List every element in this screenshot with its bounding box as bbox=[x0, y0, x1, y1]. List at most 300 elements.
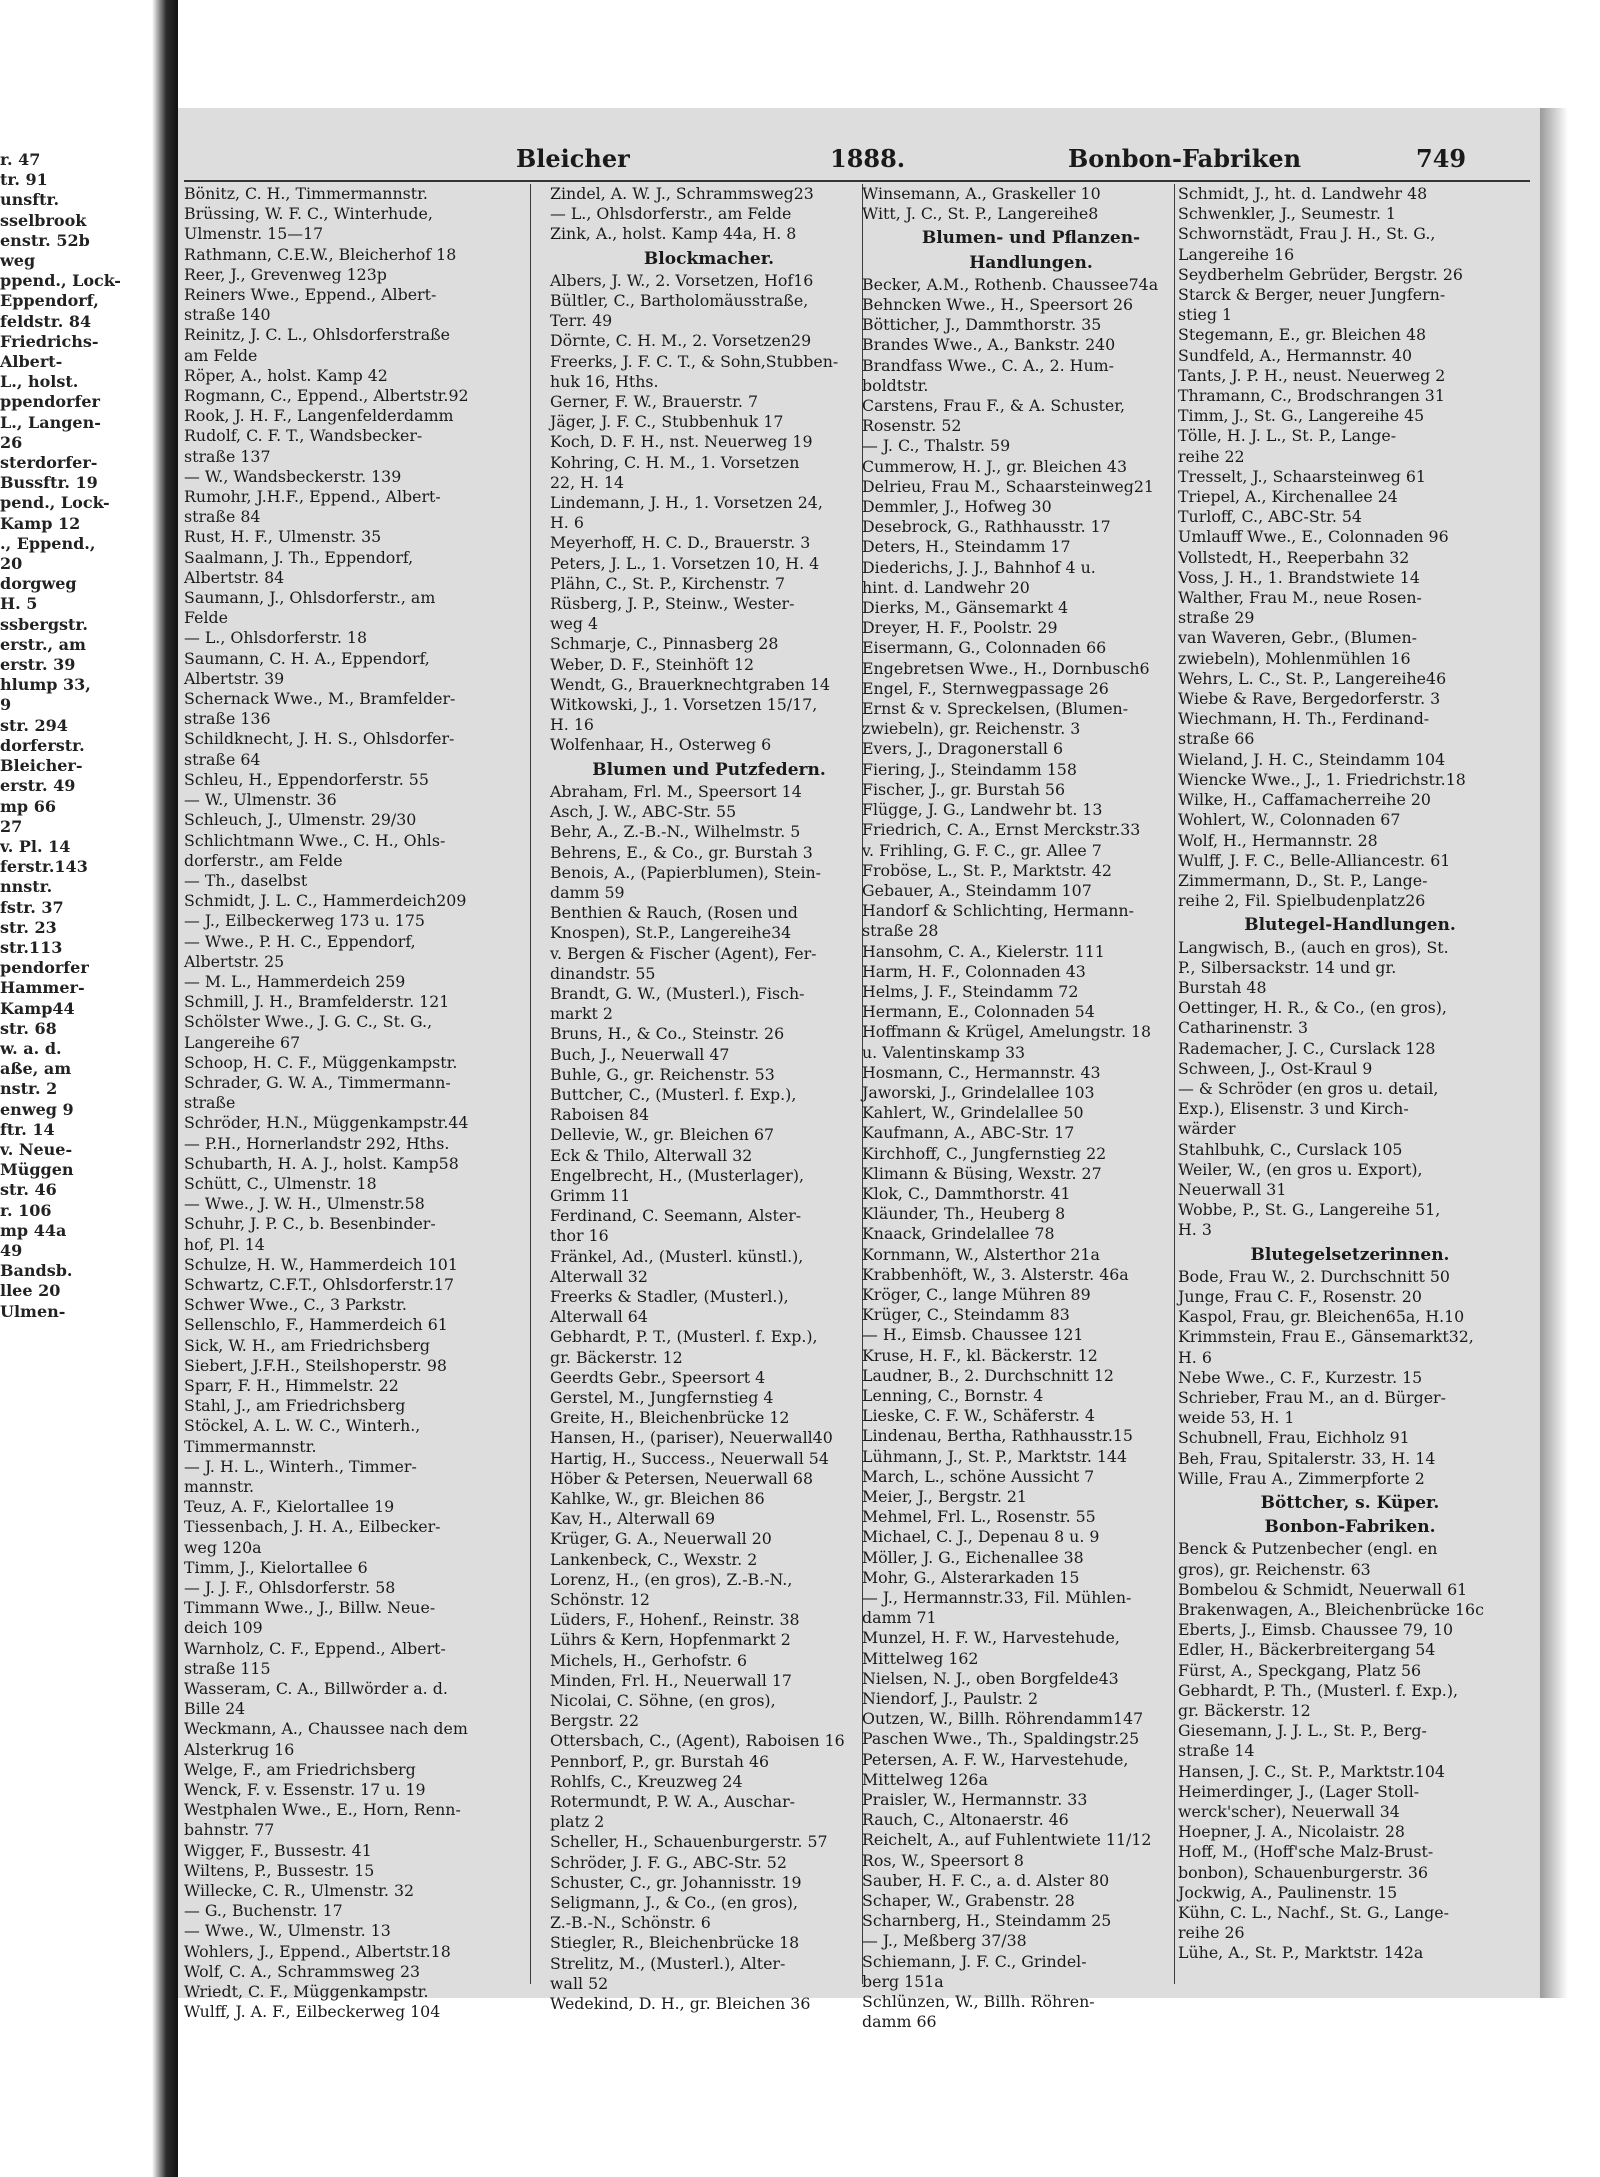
page-number: 749 bbox=[1416, 144, 1467, 173]
directory-entry: Wasseram, C. A., Billwörder a. d. bbox=[184, 1679, 448, 1699]
directory-entry: Wigger, F., Bussestr. 41 bbox=[184, 1840, 372, 1860]
directory-entry: Tiessenbach, J. H. A., Eilbecker- bbox=[184, 1517, 441, 1537]
directory-entry: — J. H. L., Winterh., Timmer- bbox=[184, 1456, 417, 1476]
directory-entry: Kav, H., Alterwall 69 bbox=[550, 1509, 716, 1529]
fragment-line: aße, am bbox=[0, 1059, 72, 1079]
directory-entry: Schildknecht, J. H. S., Ohlsdorfer- bbox=[184, 729, 455, 749]
directory-entry: Wohlert, W., Colonnaden 67 bbox=[1178, 810, 1401, 830]
directory-entry: Timmermannstr. bbox=[184, 1436, 317, 1456]
directory-entry: reihe 26 bbox=[1178, 1923, 1245, 1943]
directory-entry: Vollstedt, H., Reeperbahn 32 bbox=[1178, 547, 1410, 567]
directory-entry: Kohring, C. H. M., 1. Vorsetzen bbox=[550, 452, 800, 472]
directory-entry: Bruns, H., & Co., Steinstr. 26 bbox=[550, 1024, 785, 1044]
directory-entry: Freerks & Stadler, (Musterl.), bbox=[550, 1286, 789, 1306]
directory-entry: Z.-B.-N., Schönstr. 6 bbox=[550, 1913, 711, 1933]
header-left-keyword: Bleicher bbox=[516, 144, 630, 173]
directory-entry: Kaufmann, A., ABC-Str. 17 bbox=[862, 1123, 1075, 1143]
directory-entry: Schleuch, J., Ulmenstr. 29/30 bbox=[184, 810, 417, 830]
directory-entry: Langereihe 67 bbox=[184, 1032, 301, 1052]
directory-entry: Wiltens, P., Bussestr. 15 bbox=[184, 1860, 375, 1880]
fragment-line: llee 20 bbox=[0, 1281, 61, 1301]
directory-entry: Outzen, W., Billh. Röhrendamm147 bbox=[862, 1709, 1144, 1729]
fragment-line: dorgweg bbox=[0, 574, 77, 594]
directory-entry: Kläunder, Th., Heuberg 8 bbox=[862, 1204, 1066, 1224]
directory-entry: Schuster, C., gr. Johannisstr. 19 bbox=[550, 1872, 802, 1892]
directory-entry: Kahlke, W., gr. Bleichen 86 bbox=[550, 1489, 765, 1508]
directory-entry: Kaspol, Frau, gr. Bleichen65a, H.10 bbox=[1178, 1307, 1465, 1327]
fragment-line: pendorfer bbox=[0, 958, 89, 978]
fragment-line: erstr., am bbox=[0, 634, 86, 654]
directory-entry: Wiebe & Rave, Bergedorferstr. 3 bbox=[1178, 689, 1441, 709]
section-heading: Blockmacher. bbox=[643, 248, 775, 269]
directory-entry: Brandes Wwe., A., Bankstr. 240 bbox=[862, 335, 1116, 355]
fragment-line: r. 47 bbox=[0, 150, 41, 169]
directory-entry: Zink, A., holst. Kamp 44a, H. 8 bbox=[550, 224, 797, 244]
directory-entry: Reer, J., Grevenweg 123p bbox=[184, 264, 387, 284]
directory-entry: Ferdinand, C. Seemann, Alster- bbox=[550, 1206, 802, 1226]
directory-entry: markt 2 bbox=[550, 1004, 613, 1024]
fragment-line: mp 66 bbox=[0, 796, 56, 816]
directory-entry: Gebauer, A., Steindamm 107 bbox=[862, 880, 1092, 900]
directory-entry: Fischer, J., gr. Burstah 56 bbox=[862, 779, 1065, 799]
directory-entry: Ulmenstr. 15—17 bbox=[184, 224, 324, 244]
directory-entry: Schlichtmann Wwe., C. H., Ohls- bbox=[184, 830, 446, 850]
directory-entry: Reinitz, J. C. L., Ohlsdorferstraße bbox=[184, 325, 451, 345]
directory-entry: Deters, H., Steindamm 17 bbox=[862, 537, 1071, 557]
directory-entry: H. 16 bbox=[550, 715, 594, 735]
directory-entry: 22, H. 14 bbox=[550, 472, 625, 492]
fragment-line: 27 bbox=[0, 816, 23, 836]
directory-entry: hof, Pl. 14 bbox=[184, 1234, 265, 1254]
directory-entry: Sparr, F. H., Himmelstr. 22 bbox=[184, 1375, 399, 1395]
directory-entry: Pennborf, P., gr. Burstah 46 bbox=[550, 1751, 770, 1771]
directory-entry: damm 66 bbox=[862, 2012, 937, 2032]
directory-entry: Sundfeld, A., Hermannstr. 40 bbox=[1178, 345, 1412, 365]
directory-entry: Jockwig, A., Paulinenstr. 15 bbox=[1178, 1882, 1398, 1902]
section-heading: Blumen und Putzfedern. bbox=[592, 759, 826, 780]
directory-entry: Saalmann, J. Th., Eppendorf, bbox=[184, 547, 414, 567]
directory-entry: Reiners Wwe., Eppend., Albert- bbox=[184, 285, 437, 305]
directory-entry: Eck & Thilo, Alterwall 32 bbox=[550, 1145, 753, 1165]
directory-entry: Benois, A., (Papierblumen), Stein- bbox=[550, 862, 822, 882]
directory-entry: Scheller, H., Schauenburgerstr. 57 bbox=[550, 1832, 828, 1852]
left-page-fragment bbox=[0, 150, 160, 1950]
directory-entry: u. Valentinskamp 33 bbox=[862, 1042, 1026, 1062]
directory-entry: Neuerwall 31 bbox=[1178, 1179, 1287, 1199]
directory-entry: Winsemann, A., Graskeller 10 bbox=[862, 184, 1101, 203]
fragment-line: 9 bbox=[0, 695, 12, 715]
directory-entry: Engebretsen Wwe., H., Dornbusch6 bbox=[862, 658, 1150, 678]
directory-entry: Sellenschlo, F., Hammerdeich 61 bbox=[184, 1315, 448, 1335]
directory-entry: Schmidt, J., ht. d. Landwehr 48 bbox=[1178, 184, 1428, 203]
directory-entry: Schmidt, J. L. C., Hammerdeich209 bbox=[184, 891, 467, 911]
directory-entry: — J., Eilbeckerweg 173 u. 175 bbox=[184, 911, 425, 931]
header-rule bbox=[184, 180, 1530, 182]
directory-entry: gros), gr. Reichenstr. 63 bbox=[1178, 1559, 1371, 1579]
directory-entry: Zindel, A. W. J., Schrammsweg23 bbox=[550, 184, 814, 203]
directory-entry: — J., Meßberg 37/38 bbox=[862, 1931, 1027, 1951]
directory-entry: Teuz, A. F., Kielortallee 19 bbox=[184, 1497, 395, 1517]
directory-entry: Buch, J., Neuerwall 47 bbox=[550, 1044, 730, 1064]
directory-entry: Schröder, J. F. G., ABC-Str. 52 bbox=[550, 1852, 787, 1872]
directory-entry: Brakenwagen, A., Bleichenbrücke 16c bbox=[1178, 1600, 1484, 1620]
directory-entry: Schaper, W., Grabenstr. 28 bbox=[862, 1891, 1075, 1911]
directory-entry: Brandt, G. W., (Musterl.), Fisch- bbox=[550, 983, 805, 1003]
directory-entry: Reichelt, A., auf Fuhlentwiete 11/12 bbox=[862, 1830, 1152, 1850]
directory-entry: Schlünzen, W., Billh. Röhren- bbox=[862, 1992, 1095, 2012]
directory-entry: Brandfass Wwe., C. A., 2. Hum- bbox=[862, 355, 1114, 375]
directory-entry: March, L., schöne Aussicht 7 bbox=[862, 1466, 1095, 1486]
directory-entry: H. 6 bbox=[550, 513, 584, 533]
directory-entry: — M. L., Hammerdeich 259 bbox=[184, 971, 406, 991]
column-4 bbox=[1178, 184, 1522, 1984]
fragment-line: erstr. 49 bbox=[0, 776, 76, 796]
fragment-line: Albert- bbox=[0, 352, 63, 372]
directory-entry: — J. C., Thalstr. 59 bbox=[862, 436, 1011, 456]
directory-entry: Cummerow, H. J., gr. Bleichen 43 bbox=[862, 456, 1128, 476]
directory-entry: Fränkel, Ad., (Musterl. künstl.), bbox=[550, 1246, 804, 1266]
column-3 bbox=[862, 184, 1200, 2032]
directory-entry: Mittelweg 162 bbox=[862, 1648, 979, 1668]
directory-entry: thor 16 bbox=[550, 1226, 609, 1246]
directory-entry: — P.H., Hornerlandstr 292, Hths. bbox=[184, 1133, 450, 1153]
directory-entry: straße 84 bbox=[184, 507, 261, 527]
directory-entry: Rosenstr. 52 bbox=[862, 416, 962, 436]
directory-entry: Schween, J., Ost-Kraul 9 bbox=[1178, 1058, 1373, 1078]
column-1 bbox=[184, 184, 514, 2022]
directory-entry: Sauber, H. F. C., a. d. Alster 80 bbox=[862, 1870, 1110, 1890]
directory-entry: Burstah 48 bbox=[1178, 977, 1267, 997]
directory-entry: Umlauff Wwe., E., Colonnaden 96 bbox=[1178, 527, 1449, 547]
fragment-line: Eppendorf, bbox=[0, 291, 99, 311]
fragment-line: sselbrook bbox=[0, 210, 87, 230]
directory-entry: weg 120a bbox=[184, 1537, 262, 1557]
directory-entry: Rüsberg, J. P., Steinw., Wester- bbox=[550, 594, 795, 614]
directory-entry: Weckmann, A., Chaussee nach dem bbox=[184, 1719, 468, 1739]
directory-entry: — L., Ohlsdorferstr., am Felde bbox=[550, 204, 792, 224]
directory-page bbox=[178, 108, 1540, 2032]
directory-entry: Klok, C., Dammthorstr. 41 bbox=[862, 1183, 1071, 1203]
directory-entry: Jaworski, J., Grindelallee 103 bbox=[862, 1082, 1095, 1102]
directory-entry: Bode, Frau W., 2. Durchschnitt 50 bbox=[1178, 1266, 1450, 1286]
directory-entry: straße 28 bbox=[862, 921, 939, 941]
directory-entry: Schuhr, J. P. C., b. Besenbinder- bbox=[184, 1214, 436, 1234]
fragment-line: v. Neue- bbox=[0, 1139, 73, 1159]
directory-entry: Knaack, Grindelallee 78 bbox=[862, 1224, 1055, 1244]
directory-entry: Krüger, C., Steindamm 83 bbox=[862, 1305, 1070, 1325]
directory-entry: dinandstr. 55 bbox=[550, 963, 656, 983]
directory-entry: Gebhardt, P. Th., (Musterl. f. Exp.), bbox=[1178, 1680, 1459, 1700]
directory-entry: Buttcher, C., (Musterl. f. Exp.), bbox=[550, 1084, 797, 1104]
directory-entry: Behncken Wwe., H., Speersort 26 bbox=[862, 295, 1134, 315]
directory-entry: Röper, A., holst. Kamp 42 bbox=[184, 365, 388, 385]
directory-entry: Beh, Frau, Spitalerstr. 33, H. 14 bbox=[1178, 1448, 1436, 1468]
directory-entry: straße 140 bbox=[184, 305, 271, 325]
directory-entry: Schölster Wwe., J. G. C., St. G., bbox=[184, 1012, 433, 1032]
directory-entry: Rademacher, J. C., Curslack 128 bbox=[1178, 1038, 1436, 1058]
directory-entry: Bültler, C., Bartholomäusstraße, bbox=[550, 291, 809, 311]
directory-entry: — Wwe., P. H. C., Eppendorf, bbox=[184, 931, 416, 951]
directory-entry: — & Schröder (en gros u. detail, bbox=[1178, 1078, 1439, 1098]
directory-entry: Schernack Wwe., M., Bramfelder- bbox=[184, 689, 456, 709]
directory-entry: Möller, J. G., Eichenallee 38 bbox=[862, 1547, 1084, 1567]
fragment-line: dorferstr. bbox=[0, 735, 85, 755]
directory-entry: Hansohm, C. A., Kielerstr. 111 bbox=[862, 941, 1105, 961]
fragment-line: Bleicher- bbox=[0, 756, 83, 776]
directory-entry: Evers, J., Dragonerstall 6 bbox=[862, 739, 1064, 759]
directory-entry: Wenck, F. v. Essenstr. 17 u. 19 bbox=[184, 1780, 426, 1800]
fragment-line: 20 bbox=[0, 554, 23, 574]
directory-entry: Schönstr. 12 bbox=[550, 1590, 650, 1610]
directory-entry: Wobbe, P., St. G., Langereihe 51, bbox=[1178, 1200, 1441, 1220]
directory-entry: straße 66 bbox=[1178, 729, 1255, 749]
directory-entry: Triepel, A., Kirchenallee 24 bbox=[1178, 487, 1398, 507]
fragment-line: Bussftr. 19 bbox=[0, 473, 98, 493]
directory-entry: Albers, J. W., 2. Vorsetzen, Hof16 bbox=[550, 270, 814, 290]
directory-entry: Albertstr. 84 bbox=[184, 567, 285, 587]
directory-entry: Bombelou & Schmidt, Neuerwall 61 bbox=[1178, 1579, 1468, 1599]
directory-entry: Voss, J. H., 1. Brandstwiete 14 bbox=[1178, 567, 1420, 587]
directory-entry: Klimann & Büsing, Wexstr. 27 bbox=[862, 1163, 1102, 1183]
directory-entry: Minden, Frl. H., Neuerwall 17 bbox=[550, 1670, 792, 1690]
fragment-line: weg bbox=[0, 251, 36, 271]
directory-entry: reihe 2, Fil. Spielbudenplatz26 bbox=[1178, 891, 1426, 911]
directory-entry: Langwisch, B., (auch en gros), St. bbox=[1178, 937, 1449, 957]
directory-entry: Wulff, J. F. C., Belle-Alliancestr. 61 bbox=[1178, 850, 1451, 870]
directory-entry: weide 53, H. 1 bbox=[1178, 1408, 1295, 1428]
directory-entry: Munzel, H. F. W., Harvestehude, bbox=[862, 1628, 1120, 1648]
directory-entry: Engel, F., Sternwegpassage 26 bbox=[862, 678, 1109, 698]
directory-entry: — G., Buchenstr. 17 bbox=[184, 1901, 343, 1921]
directory-entry: deich 109 bbox=[184, 1618, 263, 1638]
directory-entry: Behr, A., Z.-B.-N., Wilhelmstr. 5 bbox=[550, 822, 801, 842]
directory-entry: Brüssing, W. F. C., Winterhude, bbox=[184, 204, 433, 224]
directory-entry: Timm, J., St. G., Langereihe 45 bbox=[1178, 406, 1425, 426]
directory-entry: Bergstr. 22 bbox=[550, 1711, 640, 1731]
directory-entry: Froböse, L., St. P., Marktstr. 42 bbox=[862, 860, 1112, 880]
fragment-line: 49 bbox=[0, 1240, 23, 1260]
fragment-line: nstr. 2 bbox=[0, 1079, 58, 1099]
directory-entry: damm 71 bbox=[862, 1608, 937, 1628]
directory-entry: Alsterkrug 16 bbox=[184, 1739, 295, 1759]
directory-entry: Nebe Wwe., C. F., Kurzestr. 15 bbox=[1178, 1367, 1423, 1387]
directory-entry: Dierks, M., Gänsemarkt 4 bbox=[862, 598, 1069, 618]
directory-entry: Lühe, A., St. P., Marktstr. 142a bbox=[1178, 1943, 1424, 1963]
directory-entry: Schwer Wwe., C., 3 Parkstr. bbox=[184, 1295, 407, 1315]
directory-entry: hint. d. Landwehr 20 bbox=[862, 577, 1030, 597]
directory-entry: — W., Ulmenstr. 36 bbox=[184, 790, 337, 810]
directory-entry: Lankenbeck, C., Wexstr. 2 bbox=[550, 1549, 758, 1569]
page-header bbox=[178, 144, 1540, 178]
directory-entry: Krimmstein, Frau E., Gänsemarkt32, bbox=[1178, 1327, 1474, 1347]
directory-entry: Flügge, J. G., Landwehr bt. 13 bbox=[862, 800, 1103, 820]
directory-entry: Plähn, C., St. P., Kirchenstr. 7 bbox=[550, 573, 786, 593]
fragment-line: Friedrichs- bbox=[0, 331, 99, 351]
directory-entry: Weiler, W., (en gros u. Export), bbox=[1178, 1159, 1423, 1179]
directory-entry: Heimerdinger, J., (Lager Stoll- bbox=[1178, 1781, 1420, 1801]
directory-entry: — J., Hermannstr.33, Fil. Mühlen- bbox=[862, 1588, 1132, 1608]
directory-entry: straße 137 bbox=[184, 446, 271, 466]
directory-entry: boldtstr. bbox=[862, 375, 929, 395]
directory-entry: — J. J. F., Ohlsdorferstr. 58 bbox=[184, 1578, 396, 1598]
directory-entry: Warnholz, C. F., Eppend., Albert- bbox=[184, 1638, 446, 1658]
directory-entry: Krüger, G. A., Neuerwall 20 bbox=[550, 1529, 772, 1549]
directory-entry: straße bbox=[184, 1093, 236, 1113]
directory-entry: Lieske, C. F. W., Schäferstr. 4 bbox=[862, 1406, 1095, 1426]
fragment-line: mp 44a bbox=[0, 1220, 67, 1240]
fragment-line: r. 106 bbox=[0, 1200, 52, 1220]
directory-entry: Delrieu, Frau M., Schaarsteinweg21 bbox=[862, 476, 1154, 496]
directory-entry: Lühmann, J., St. P., Marktstr. 144 bbox=[862, 1446, 1128, 1466]
directory-entry: Schütt, C., Ulmenstr. 18 bbox=[184, 1173, 377, 1193]
directory-entry: straße 64 bbox=[184, 749, 261, 769]
directory-entry: Dörnte, C. H. M., 2. Vorsetzen29 bbox=[550, 331, 812, 351]
directory-entry: wärder bbox=[1178, 1119, 1236, 1139]
directory-entry: Kornmann, W., Alsterthor 21a bbox=[862, 1244, 1100, 1264]
directory-entry: Krabbenhöft, W., 3. Alsterstr. 46a bbox=[862, 1264, 1129, 1284]
directory-entry: Wolfenhaar, H., Osterweg 6 bbox=[550, 735, 772, 755]
fragment-line: enstr. 52b bbox=[0, 230, 90, 250]
directory-entry: huk 16, Hths. bbox=[550, 371, 659, 391]
directory-entry: Scharnberg, H., Steindamm 25 bbox=[862, 1911, 1112, 1931]
directory-entry: Kühn, C. L., Nachf., St. G., Lange- bbox=[1178, 1903, 1449, 1923]
directory-entry: Stahlbuhk, C., Curslack 105 bbox=[1178, 1139, 1403, 1159]
directory-entry: — L., Ohlsdorferstr. 18 bbox=[184, 628, 367, 648]
directory-entry: — Wwe., W., Ulmenstr. 13 bbox=[184, 1921, 391, 1941]
fragment-line: ftr. 14 bbox=[0, 1119, 55, 1139]
directory-entry: Becker, A.M., Rothenb. Chaussee74a bbox=[862, 274, 1159, 294]
directory-entry: Catharinenstr. 3 bbox=[1178, 1018, 1309, 1038]
fragment-line: sterdorfer- bbox=[0, 453, 98, 473]
directory-entry: straße 115 bbox=[184, 1658, 271, 1678]
fragment-line: ., Eppend., bbox=[0, 533, 96, 553]
directory-entry: Schmarje, C., Pinnasberg 28 bbox=[550, 634, 779, 654]
directory-entry: zwiebeln), gr. Reichenstr. 3 bbox=[862, 719, 1081, 739]
directory-entry: Stegemann, E., gr. Bleichen 48 bbox=[1178, 325, 1427, 345]
fragment-line: str.113 bbox=[0, 937, 63, 957]
directory-entry: Eberts, J., Eimsb. Chaussee 79, 10 bbox=[1178, 1620, 1454, 1640]
directory-entry: berg 151a bbox=[862, 1971, 944, 1991]
directory-entry: Wilke, H., Caffamacherreihe 20 bbox=[1178, 790, 1431, 810]
directory-entry: straße 136 bbox=[184, 709, 271, 729]
directory-entry: Stöckel, A. L. W. C., Winterh., bbox=[184, 1416, 421, 1436]
fragment-line: str. 23 bbox=[0, 917, 57, 937]
directory-entry: Lindenau, Bertha, Rathhausstr.15 bbox=[862, 1426, 1133, 1446]
directory-entry: Schrieber, Frau M., an d. Bürger- bbox=[1178, 1387, 1446, 1407]
directory-entry: — W., Wandsbeckerstr. 139 bbox=[184, 466, 402, 486]
directory-entry: zwiebeln), Mohlenmühlen 16 bbox=[1178, 648, 1411, 668]
directory-entry: Rook, J. H. F., Langenfelderdamm bbox=[184, 406, 454, 426]
directory-entry: Lorenz, H., (en gros), Z.-B.-N., bbox=[550, 1569, 793, 1589]
directory-entry: Schwartz, C.F.T., Ohlsdorferstr.17 bbox=[184, 1274, 454, 1294]
fragment-line: enweg 9 bbox=[0, 1099, 74, 1119]
directory-entry: Wulff, J. A. F., Eilbeckerweg 104 bbox=[184, 2002, 441, 2022]
directory-entry: Jäger, J. F. C., Stubbenhuk 17 bbox=[550, 412, 784, 432]
directory-entry: Schwenkler, J., Seumestr. 1 bbox=[1178, 204, 1396, 224]
directory-entry: Michels, H., Gerhofstr. 6 bbox=[550, 1650, 748, 1670]
directory-entry: Hoffmann & Krügel, Amelungstr. 18 bbox=[862, 1022, 1152, 1042]
directory-entry: Wehrs, L. C., St. P., Langereihe46 bbox=[1178, 668, 1447, 688]
directory-entry: Wriedt, C. F., Müggenkampstr. bbox=[184, 1982, 429, 2002]
directory-entry: weg 4 bbox=[550, 614, 599, 634]
directory-entry: Schwornstädt, Frau J. H., St. G., bbox=[1178, 224, 1436, 244]
fragment-line: Müggen bbox=[0, 1160, 74, 1180]
directory-entry: Geerdts Gebr., Speersort 4 bbox=[550, 1367, 766, 1387]
directory-entry: Michael, C. J., Depenau 8 u. 9 bbox=[862, 1527, 1100, 1547]
header-year: 1888. bbox=[830, 144, 906, 173]
directory-entry: Rumohr, J.H.F., Eppend., Albert- bbox=[184, 487, 441, 507]
directory-entry: Sick, W. H., am Friedrichsberg bbox=[184, 1335, 430, 1355]
directory-entry: Mohr, G., Alsterarkaden 15 bbox=[862, 1567, 1080, 1587]
fragment-line: Kamp 12 bbox=[0, 513, 81, 533]
directory-entry: Alterwall 32 bbox=[550, 1266, 648, 1286]
directory-entry: Westphalen Wwe., E., Horn, Renn- bbox=[184, 1800, 461, 1820]
directory-entry: Tresselt, J., Schaarsteinweg 61 bbox=[1178, 466, 1426, 486]
directory-entry: Nicolai, C. Söhne, (en gros), bbox=[550, 1691, 776, 1711]
directory-entry: Knospen), St.P., Langereihe34 bbox=[550, 923, 792, 943]
directory-entry: Benthien & Rauch, (Rosen und bbox=[550, 903, 798, 923]
directory-entry: van Waveren, Gebr., (Blumen- bbox=[1178, 628, 1418, 648]
fragment-line: ssbergstr. bbox=[0, 614, 88, 634]
directory-entry: Zimmermann, D., St. P., Lange- bbox=[1178, 870, 1428, 890]
directory-entry: Gerner, F. W., Brauerstr. 7 bbox=[550, 392, 758, 412]
fragment-line: fstr. 37 bbox=[0, 897, 64, 917]
directory-entry: Rohlfs, C., Kreuzweg 24 bbox=[550, 1771, 743, 1791]
section-heading: Bonbon-Fabriken. bbox=[1264, 1517, 1436, 1538]
directory-entry: Niendorf, J., Paulstr. 2 bbox=[862, 1689, 1038, 1709]
directory-entry: Felde bbox=[184, 608, 228, 628]
fragment-line: ppend., Lock- bbox=[0, 271, 121, 291]
directory-entry: Wolf, C. A., Schrammsweg 23 bbox=[184, 1961, 421, 1981]
directory-entry: Wiencke Wwe., J., 1. Friedrichstr.18 bbox=[1178, 769, 1466, 789]
directory-entry: Freerks, J. F. C. T., & Sohn,Stubben- bbox=[550, 351, 839, 371]
directory-entry: Stahl, J., am Friedrichsberg bbox=[184, 1396, 406, 1416]
directory-entry: Grimm 11 bbox=[550, 1185, 631, 1205]
directory-entry: Koch, D. F. H., nst. Neuerweg 19 bbox=[550, 432, 813, 452]
fragment-line: erstr. 39 bbox=[0, 655, 76, 675]
directory-entry: Starck & Berger, neuer Jungfern- bbox=[1178, 285, 1446, 305]
directory-entry: Lührs & Kern, Hopfenmarkt 2 bbox=[550, 1630, 791, 1650]
directory-entry: Raboisen 84 bbox=[550, 1105, 650, 1125]
directory-entry: Witt, J. C., St. P., Langereihe8 bbox=[862, 204, 1099, 224]
directory-entry: Exp.), Elisenstr. 3 und Kirch- bbox=[1178, 1099, 1409, 1119]
directory-entry: Turloff, C., ABC-Str. 54 bbox=[1178, 507, 1362, 527]
directory-entry: mannstr. bbox=[184, 1477, 255, 1496]
directory-entry: Junge, Frau C. F., Rosenstr. 20 bbox=[1178, 1286, 1422, 1306]
fragment-line: v. Pl. 14 bbox=[0, 836, 71, 856]
directory-entry: Weber, D. F., Steinhöft 12 bbox=[550, 654, 755, 674]
directory-entry: straße 29 bbox=[1178, 608, 1255, 628]
directory-entry: Edler, H., Bäckerbreitergang 54 bbox=[1178, 1640, 1436, 1660]
directory-entry: werck'scher), Neuerwall 34 bbox=[1178, 1802, 1400, 1822]
directory-entry: Gebhardt, P. T., (Musterl. f. Exp.), bbox=[550, 1327, 818, 1347]
directory-entry: Schiemann, J. F. C., Grindel- bbox=[862, 1951, 1087, 1971]
directory-entry: Diederichs, J. J., Bahnhof 4 u. bbox=[862, 557, 1096, 577]
directory-entry: Wedekind, D. H., gr. Bleichen 36 bbox=[550, 1994, 811, 2014]
directory-entry: Siebert, J.F.H., Steilshoperstr. 98 bbox=[184, 1355, 447, 1375]
directory-entry: Wiechmann, H. Th., Ferdinand- bbox=[1178, 709, 1430, 729]
directory-entry: Rathmann, C.E.W., Bleicherhof 18 bbox=[184, 244, 457, 264]
directory-entry: Engelbrecht, H., (Musterlager), bbox=[550, 1165, 805, 1185]
directory-entry: wall 52 bbox=[550, 1973, 609, 1993]
directory-entry: gr. Bäckerstr. 12 bbox=[550, 1347, 683, 1367]
directory-entry: Paschen Wwe., Th., Spaldingstr.25 bbox=[862, 1729, 1140, 1749]
directory-entry: Kirchhoff, C., Jungfernstieg 22 bbox=[862, 1143, 1107, 1163]
page-edge bbox=[1540, 108, 1568, 1998]
directory-entry: Meyerhoff, H. C. D., Brauerstr. 3 bbox=[550, 533, 811, 553]
directory-entry: bonbon), Schauenburgerstr. 36 bbox=[1178, 1862, 1429, 1882]
fragment-line: nnstr. bbox=[0, 877, 53, 897]
